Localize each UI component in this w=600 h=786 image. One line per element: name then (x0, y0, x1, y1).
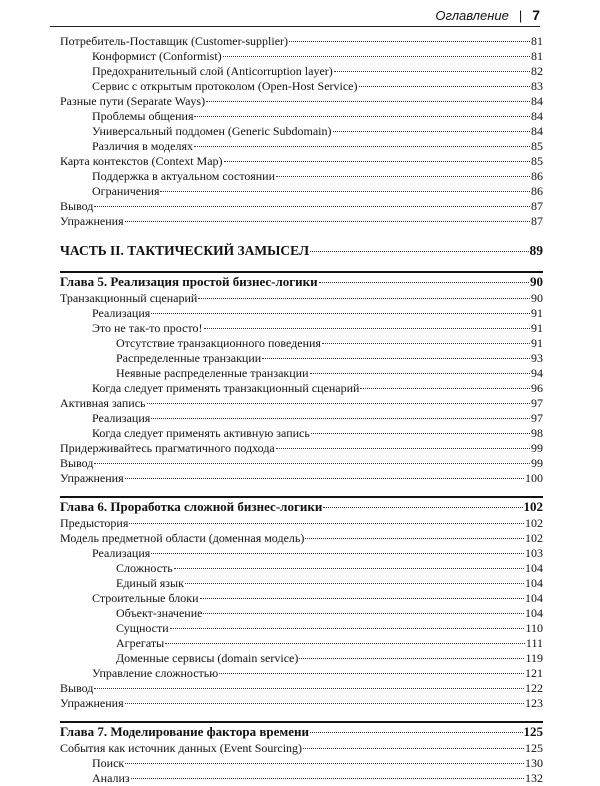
toc-entry-title: Единый язык (116, 576, 184, 590)
toc-entry-page: 81 (531, 49, 543, 63)
dot-leader (151, 553, 524, 554)
toc-entry[interactable] (60, 411, 543, 426)
dot-leader (94, 688, 524, 689)
toc-entry[interactable] (60, 621, 543, 636)
toc-entry-page: 100 (525, 471, 543, 485)
toc-entry-page: 97 (531, 411, 543, 425)
toc-entry[interactable] (60, 169, 543, 184)
toc-entry-page: 96 (531, 381, 543, 395)
toc-entry-page: 82 (531, 64, 543, 78)
toc-entry-title: События как источник данных (Event Sourcing) (60, 741, 303, 755)
toc-entry-page: 99 (531, 441, 543, 455)
toc-entry-page: 84 (531, 109, 543, 123)
toc-entry[interactable] (60, 516, 543, 531)
toc-entry[interactable] (60, 756, 543, 771)
toc-entry-page: 103 (525, 546, 543, 560)
toc-entry-title: Сложность (116, 561, 173, 575)
toc-entry-title: Неявные распределенные транзакции (116, 366, 309, 380)
toc-entry-title: Упражнения (60, 471, 124, 485)
dot-leader (289, 41, 530, 42)
toc-entry-title: Это не так-то просто! (92, 321, 203, 335)
toc-entry[interactable] (60, 381, 543, 396)
dot-leader (219, 673, 524, 674)
toc-entry-title: Активная запись (60, 396, 146, 410)
toc-entry-title: Сущности (116, 621, 169, 635)
dot-leader (333, 131, 530, 132)
toc-entry[interactable] (60, 531, 543, 546)
toc-entry[interactable] (60, 606, 543, 621)
dot-leader (151, 313, 530, 314)
toc-entry[interactable] (60, 546, 543, 561)
toc-entry-page: 87 (531, 199, 543, 213)
dot-leader (185, 583, 524, 584)
toc-entry-page: 130 (525, 756, 543, 770)
toc-entry[interactable] (60, 291, 543, 306)
toc-entry-page: 104 (525, 561, 543, 575)
dot-leader (198, 298, 530, 299)
toc-entry-title: Поиск (92, 756, 125, 770)
toc-entry-page: 85 (531, 154, 543, 168)
toc-entry-title: Вывод (60, 681, 94, 695)
dot-leader (206, 101, 530, 102)
toc-entry-title: Строительные блоки (92, 591, 199, 605)
toc-entry[interactable] (60, 636, 543, 651)
dot-leader (151, 418, 530, 419)
toc-entry-title: Реализация (92, 411, 151, 425)
toc-entry-page: 102 (525, 516, 543, 530)
toc-entry[interactable] (60, 426, 543, 441)
toc-entry[interactable] (60, 49, 543, 64)
toc-entry-title: Когда следует применять транзакционный сценарий (92, 381, 360, 395)
toc-chapter-heading[interactable] (60, 271, 543, 291)
dot-leader (147, 403, 531, 404)
dot-leader (310, 251, 528, 252)
toc-entry[interactable] (60, 351, 543, 366)
dot-leader (160, 191, 530, 192)
toc-entry-title: Предохранительный слой (Anticorruption layer) (92, 64, 333, 78)
toc-entry-page: 86 (531, 184, 543, 198)
toc-entry-title: Вывод (60, 199, 94, 213)
toc-entry-page: 87 (531, 214, 543, 228)
toc-entry-title: Универсальный поддомен (Generic Subdomain) (92, 124, 332, 138)
toc-entry-page: 102 (523, 499, 543, 514)
dot-leader (310, 373, 530, 374)
toc-entry[interactable] (60, 154, 543, 169)
toc-entry-page: 90 (531, 291, 543, 305)
dot-leader (194, 116, 530, 117)
toc-entry[interactable] (60, 184, 543, 199)
toc-entry-title: Проблемы общения (92, 109, 194, 123)
toc-entry[interactable] (60, 681, 543, 696)
dot-leader (305, 538, 524, 539)
toc-entry-title: Поддержка в актуальном состоянии (92, 169, 275, 183)
toc-entry-title: Управление сложностью (92, 666, 219, 680)
toc-entry[interactable] (60, 396, 543, 411)
dot-leader (129, 523, 524, 524)
toc-entry[interactable] (60, 64, 543, 79)
toc-entry-page: 110 (525, 621, 543, 635)
toc-entry-title: Модель предметной области (доменная модель) (60, 531, 305, 545)
toc-entry[interactable] (60, 456, 543, 471)
toc-entry[interactable] (60, 321, 543, 336)
dot-leader (299, 658, 524, 659)
toc-entry-page: 93 (531, 351, 543, 365)
dot-leader (322, 343, 530, 344)
toc-entry-title: Разные пути (Separate Ways) (60, 94, 206, 108)
toc-entry-page: 121 (525, 666, 543, 680)
toc-entry-page: 89 (529, 243, 543, 258)
toc-entry[interactable] (60, 741, 543, 756)
dot-leader (200, 598, 524, 599)
toc-entry[interactable] (60, 79, 543, 94)
dot-leader (203, 613, 524, 614)
toc-entry-title: Транзакционный сценарий (60, 291, 198, 305)
dot-leader (204, 328, 530, 329)
toc-entry-page: 104 (525, 576, 543, 590)
toc-entry-page: 94 (531, 366, 543, 380)
toc-entry-title: Доменные сервисы (domain service) (116, 651, 299, 665)
toc-entry[interactable] (60, 34, 543, 49)
dot-leader (125, 763, 524, 764)
toc-entry-title: Глава 7. Моделирование фактора времени (60, 724, 309, 739)
toc-entry-page: 86 (531, 169, 543, 183)
toc-entry-page: 85 (531, 139, 543, 153)
toc-entry[interactable] (60, 306, 543, 321)
toc-entry[interactable] (60, 591, 543, 606)
dot-leader (311, 433, 530, 434)
toc-entry-title: Упражнения (60, 696, 124, 710)
toc-entry-title: Анализ (92, 771, 130, 785)
toc-entry-page: 97 (531, 396, 543, 410)
toc-entry-title: Различия в моделях (92, 139, 193, 153)
toc-entry-title: Конформист (Conformist) (92, 49, 222, 63)
dot-leader (224, 161, 530, 162)
toc-chapter-heading[interactable] (60, 496, 543, 516)
toc-entry-title: Вывод (60, 456, 94, 470)
toc-entry[interactable] (60, 139, 543, 154)
toc-entry-page: 125 (523, 724, 543, 739)
toc-entry-page: 119 (525, 651, 543, 665)
toc-part-heading[interactable] (60, 241, 543, 261)
toc-entry-title: Предыстория (60, 516, 129, 530)
dot-leader (174, 568, 524, 569)
toc-entry[interactable] (60, 576, 543, 591)
toc-entry[interactable] (60, 109, 543, 124)
toc-entry-title: Агрегаты (116, 636, 165, 650)
toc-entry-title: ЧАСТЬ II. ТАКТИЧЕСКИЙ ЗАМЫСЕЛ (60, 243, 310, 258)
toc-entry[interactable] (60, 696, 543, 711)
toc-entry[interactable] (60, 561, 543, 576)
toc-entry-page: 123 (525, 696, 543, 710)
toc-entry-title: Отсутствие транзакционного поведения (116, 336, 321, 350)
dot-leader (310, 732, 523, 733)
dot-leader (125, 478, 524, 479)
dot-leader (334, 71, 530, 72)
toc-entry[interactable] (60, 471, 543, 486)
dot-leader (170, 628, 525, 629)
running-header-section: Оглавление (435, 7, 509, 23)
dot-leader (276, 176, 530, 177)
toc-entry-page: 91 (531, 306, 543, 320)
toc-entry[interactable] (60, 441, 543, 456)
dot-leader (323, 507, 522, 508)
toc-entry-page: 122 (525, 681, 543, 695)
toc-entry-title: Распределенные транзакции (116, 351, 262, 365)
toc-entry-title: Придерживайтесь прагматичного подхода (60, 441, 275, 455)
toc-entry-page: 104 (525, 606, 543, 620)
dot-leader (360, 388, 530, 389)
toc-entry[interactable] (60, 199, 543, 214)
toc-entry[interactable] (60, 214, 543, 229)
dot-leader (94, 463, 530, 464)
toc-entry[interactable] (60, 666, 543, 681)
toc-entry-page: 102 (525, 531, 543, 545)
toc-entry-page: 98 (531, 426, 543, 440)
dot-leader (125, 703, 524, 704)
toc-entry-title: Карта контекстов (Context Map) (60, 154, 223, 168)
toc-entry-title: Реализация (92, 546, 151, 560)
toc-entry[interactable] (60, 124, 543, 139)
toc-entry[interactable] (60, 366, 543, 381)
toc-entry-page: 84 (531, 94, 543, 108)
toc-entry-title: Упражнения (60, 214, 124, 228)
dot-leader (165, 643, 525, 644)
dot-leader (125, 221, 530, 222)
toc-entry[interactable] (60, 651, 543, 666)
toc-entry-page: 83 (531, 79, 543, 93)
toc-entry-page: 125 (525, 741, 543, 755)
toc-entry-page: 99 (531, 456, 543, 470)
toc-entry-page: 91 (531, 336, 543, 350)
toc-entry-title: Ограничения (92, 184, 160, 198)
toc-entry-title: Реализация (92, 306, 151, 320)
toc-entry-page: 132 (525, 771, 543, 785)
toc-entry-title: Потребитель-Поставщик (Customer-supplier) (60, 34, 289, 48)
toc-entry-page: 90 (530, 274, 543, 289)
toc-chapter-heading[interactable] (60, 721, 543, 741)
page-number: 7 (532, 7, 540, 23)
toc-entry-page: 84 (531, 124, 543, 138)
toc-entry-page: 104 (525, 591, 543, 605)
toc-entry-page: 91 (531, 321, 543, 335)
toc-entry[interactable] (60, 771, 543, 786)
toc-entry-page: 81 (531, 34, 543, 48)
toc-entry-title: Когда следует применять активную запись (92, 426, 310, 440)
running-header (50, 4, 540, 27)
dot-leader (262, 358, 530, 359)
toc-entry-page: 111 (525, 636, 543, 650)
table-of-contents (60, 34, 543, 786)
dot-leader (303, 748, 524, 749)
toc-entry-title: Глава 6. Проработка сложной бизнес-логики (60, 499, 323, 514)
toc-entry[interactable] (60, 94, 543, 109)
dot-leader (276, 448, 530, 449)
toc-entry-title: Объект-значение (116, 606, 203, 620)
dot-leader (359, 86, 531, 87)
toc-entry-title: Глава 5. Реализация простой бизнес-логики (60, 274, 318, 289)
dot-leader (223, 56, 530, 57)
dot-leader (319, 282, 529, 283)
running-header-separator: | (518, 7, 523, 23)
toc-entry-title: Сервис с открытым протоколом (Open-Host Service) (92, 79, 358, 93)
dot-leader (94, 206, 530, 207)
dot-leader (194, 146, 530, 147)
toc-entry[interactable] (60, 336, 543, 351)
dot-leader (131, 778, 524, 779)
